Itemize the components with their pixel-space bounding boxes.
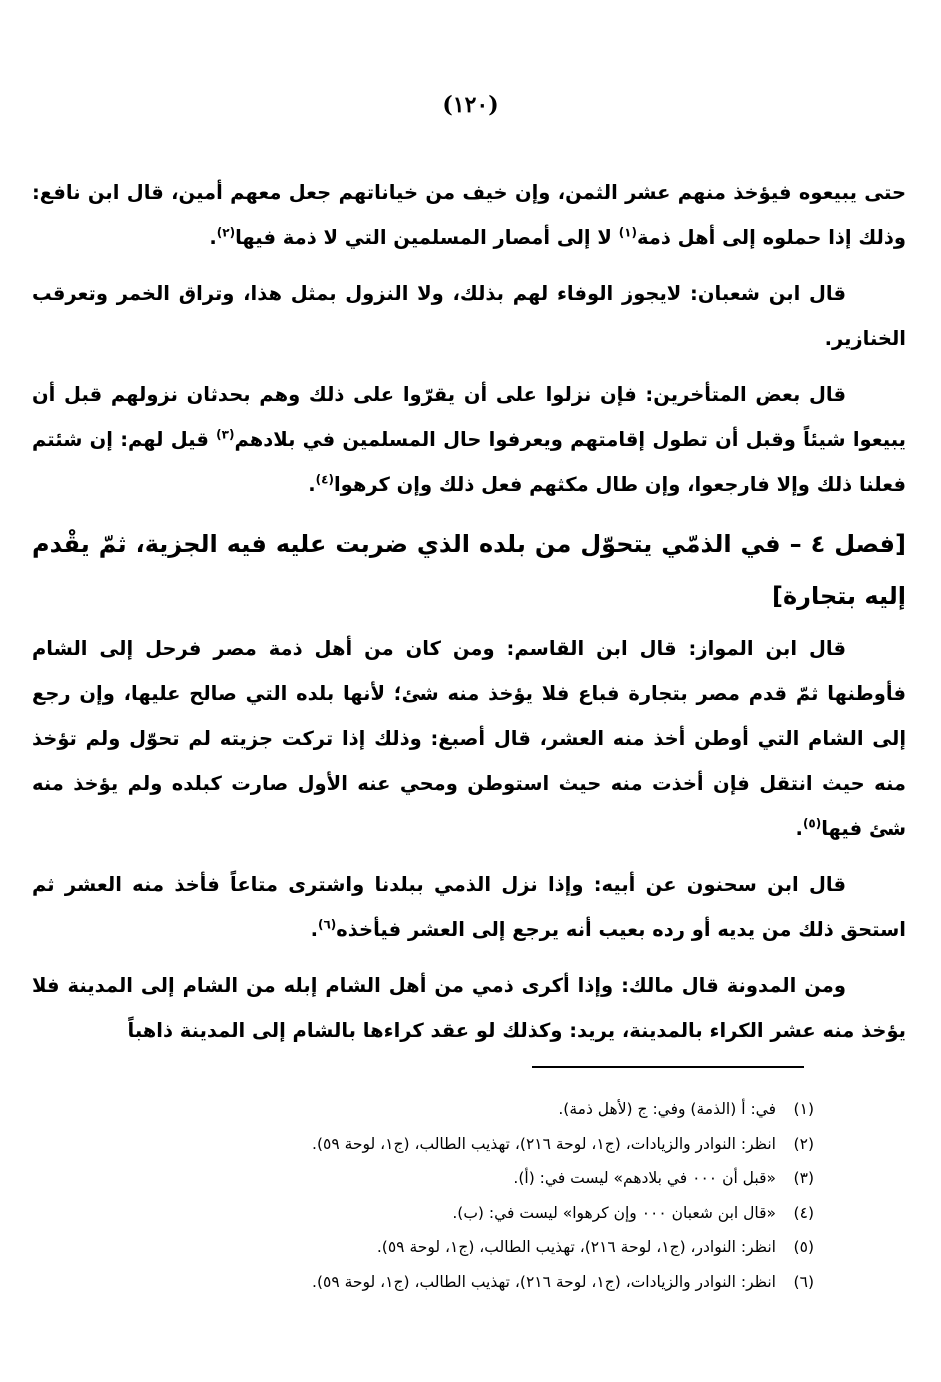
footnote-number: (١) xyxy=(793,1100,814,1118)
footnote-text: انظر: النوادر والزيادات، (ج١، لوحة ٢١٦)، تهذيب الطالب، (ج١، لوحة ٥٩). xyxy=(312,1272,776,1291)
paragraph xyxy=(32,170,906,260)
footnote-number: (٣) xyxy=(793,1169,814,1187)
footnote-item xyxy=(80,1196,814,1231)
footnote-text: «قال ابن شعبان ٠٠٠ وإن كرهوا» ليست في: (ب). xyxy=(452,1203,776,1222)
paragraph xyxy=(32,271,906,361)
footnote-reference: (٥) xyxy=(802,816,822,831)
paragraph-text: . xyxy=(308,473,316,496)
footnote-item xyxy=(80,1161,814,1196)
page-number: (١٢٠) xyxy=(442,92,499,118)
paragraph-text: قال ابن سحنون عن أبيه: وإذا نزل الذمي ببلدنا واشترى متاعاً فأخذ منه العشر ثم استحق ذلك من يديه أو رده بعيب أنه يرجع إلى العشر فيأخذه xyxy=(32,873,906,941)
paragraph-text: [فصل ٤ – في الذمّي يتحوّل من بلده الذي ضربت عليه فيه الجزية، ثمّ يقْدم إليه بتجارة] xyxy=(32,530,906,610)
footnote-text: «قبل أن ٠٠٠ في بلادهم» ليست في: (أ). xyxy=(513,1169,776,1187)
footnote-text: انظر: النوادر، (ج١، لوحة ٢١٦)، تهذيب الطالب، (ج١، لوحة ٥٩). xyxy=(376,1238,776,1256)
paragraph-text: . xyxy=(209,226,217,249)
footnote-item xyxy=(80,1127,814,1162)
main-text xyxy=(32,170,906,1064)
paragraph-text: ومن المدونة قال مالك: وإذا أكرى ذمي من أهل الشام إبله من الشام إلى المدينة فلا يؤخذ منه عشر الكراء بالمدينة، يريد: وكذلك لو عقد كراءها بالشام إلى المدينة ذاهباً xyxy=(32,974,906,1042)
footnote-number: (٤) xyxy=(793,1203,814,1222)
footnote-text: انظر: النوادر والزيادات، (ج١، لوحة ٢١٦)، تهذيب الطالب، (ج١، لوحة ٥٩). xyxy=(312,1134,776,1153)
footnote-reference: (٤) xyxy=(315,472,334,487)
footnote-number: (٥) xyxy=(793,1238,814,1256)
paragraph-text: قال ابن المواز: قال ابن القاسم: ومن كان من أهل ذمة مصر فرحل إلى الشام فأوطنها ثمّ قدم مصر بتجارة فباع فلا يؤخذ منه شئ؛ لأنها بلده التي صالح عليها، وإن رجع إلى الشام التي أوطن أخذ منه العشر، قال أصبغ: وذلك إذا تركت جزيته لم تحوّل ولم تؤخذ منه حيث انتقل فإن أخذت منه حيث استوطن ومحي عنه الأول صارت كبلده ولم يؤخذ منه شئ فيها xyxy=(32,637,906,840)
footnote-item xyxy=(80,1230,814,1265)
paragraph-text: لا إلى أمصار المسلمين التي لا ذمة فيها xyxy=(235,226,619,249)
footnote-reference: (١) xyxy=(618,225,637,240)
paragraph-text: حتى يبيعوه فيؤخذ منهم عشر الثمن، وإن خيف من خياناتهم جعل معهم أمين، قال ابن نافع: وذلك إذا حملوه إلى أهل ذمة xyxy=(32,181,906,249)
paragraph xyxy=(32,626,906,851)
footnote-reference: (٢) xyxy=(216,225,236,240)
paragraph-text: . xyxy=(795,817,803,840)
footnote-item xyxy=(80,1092,814,1127)
paragraph-text: . xyxy=(310,918,318,941)
footnote-reference: (٣) xyxy=(216,427,235,442)
paragraph-text: قال ابن شعبان: لايجوز الوفاء لهم بذلك، ولا النزول بمثل هذا، وتراق الخمر وتعرقب الخنازير. xyxy=(32,282,906,350)
footnote-reference: (٦) xyxy=(317,917,337,932)
paragraph xyxy=(32,862,906,952)
footnote-number: (٢) xyxy=(793,1134,814,1153)
footnote-separator xyxy=(532,1066,804,1068)
footnote-number: (٦) xyxy=(793,1272,814,1291)
paragraph xyxy=(32,372,906,507)
footnotes-list xyxy=(80,1092,814,1299)
paragraph-text: قيل لهم: إن شئتم فعلنا ذلك وإلا فارجعوا، وإن طال مكثهم فعل ذلك وإن كرهوا xyxy=(32,428,906,496)
footnote-text: في: أ (الذمة) وفي: ج (لأهل ذمة). xyxy=(558,1100,776,1118)
footnote-item xyxy=(80,1265,814,1300)
section-heading xyxy=(32,518,906,622)
paragraph xyxy=(32,963,906,1053)
paragraph-text: قال بعض المتأخرين: فإن نزلوا على أن يقرّوا على ذلك وهم بحدثان نزولهم قبل أن يبيعوا شيئاً وقبل أن تطول إقامتهم ويعرفوا حال المسلمين في بلادهم xyxy=(32,383,906,451)
